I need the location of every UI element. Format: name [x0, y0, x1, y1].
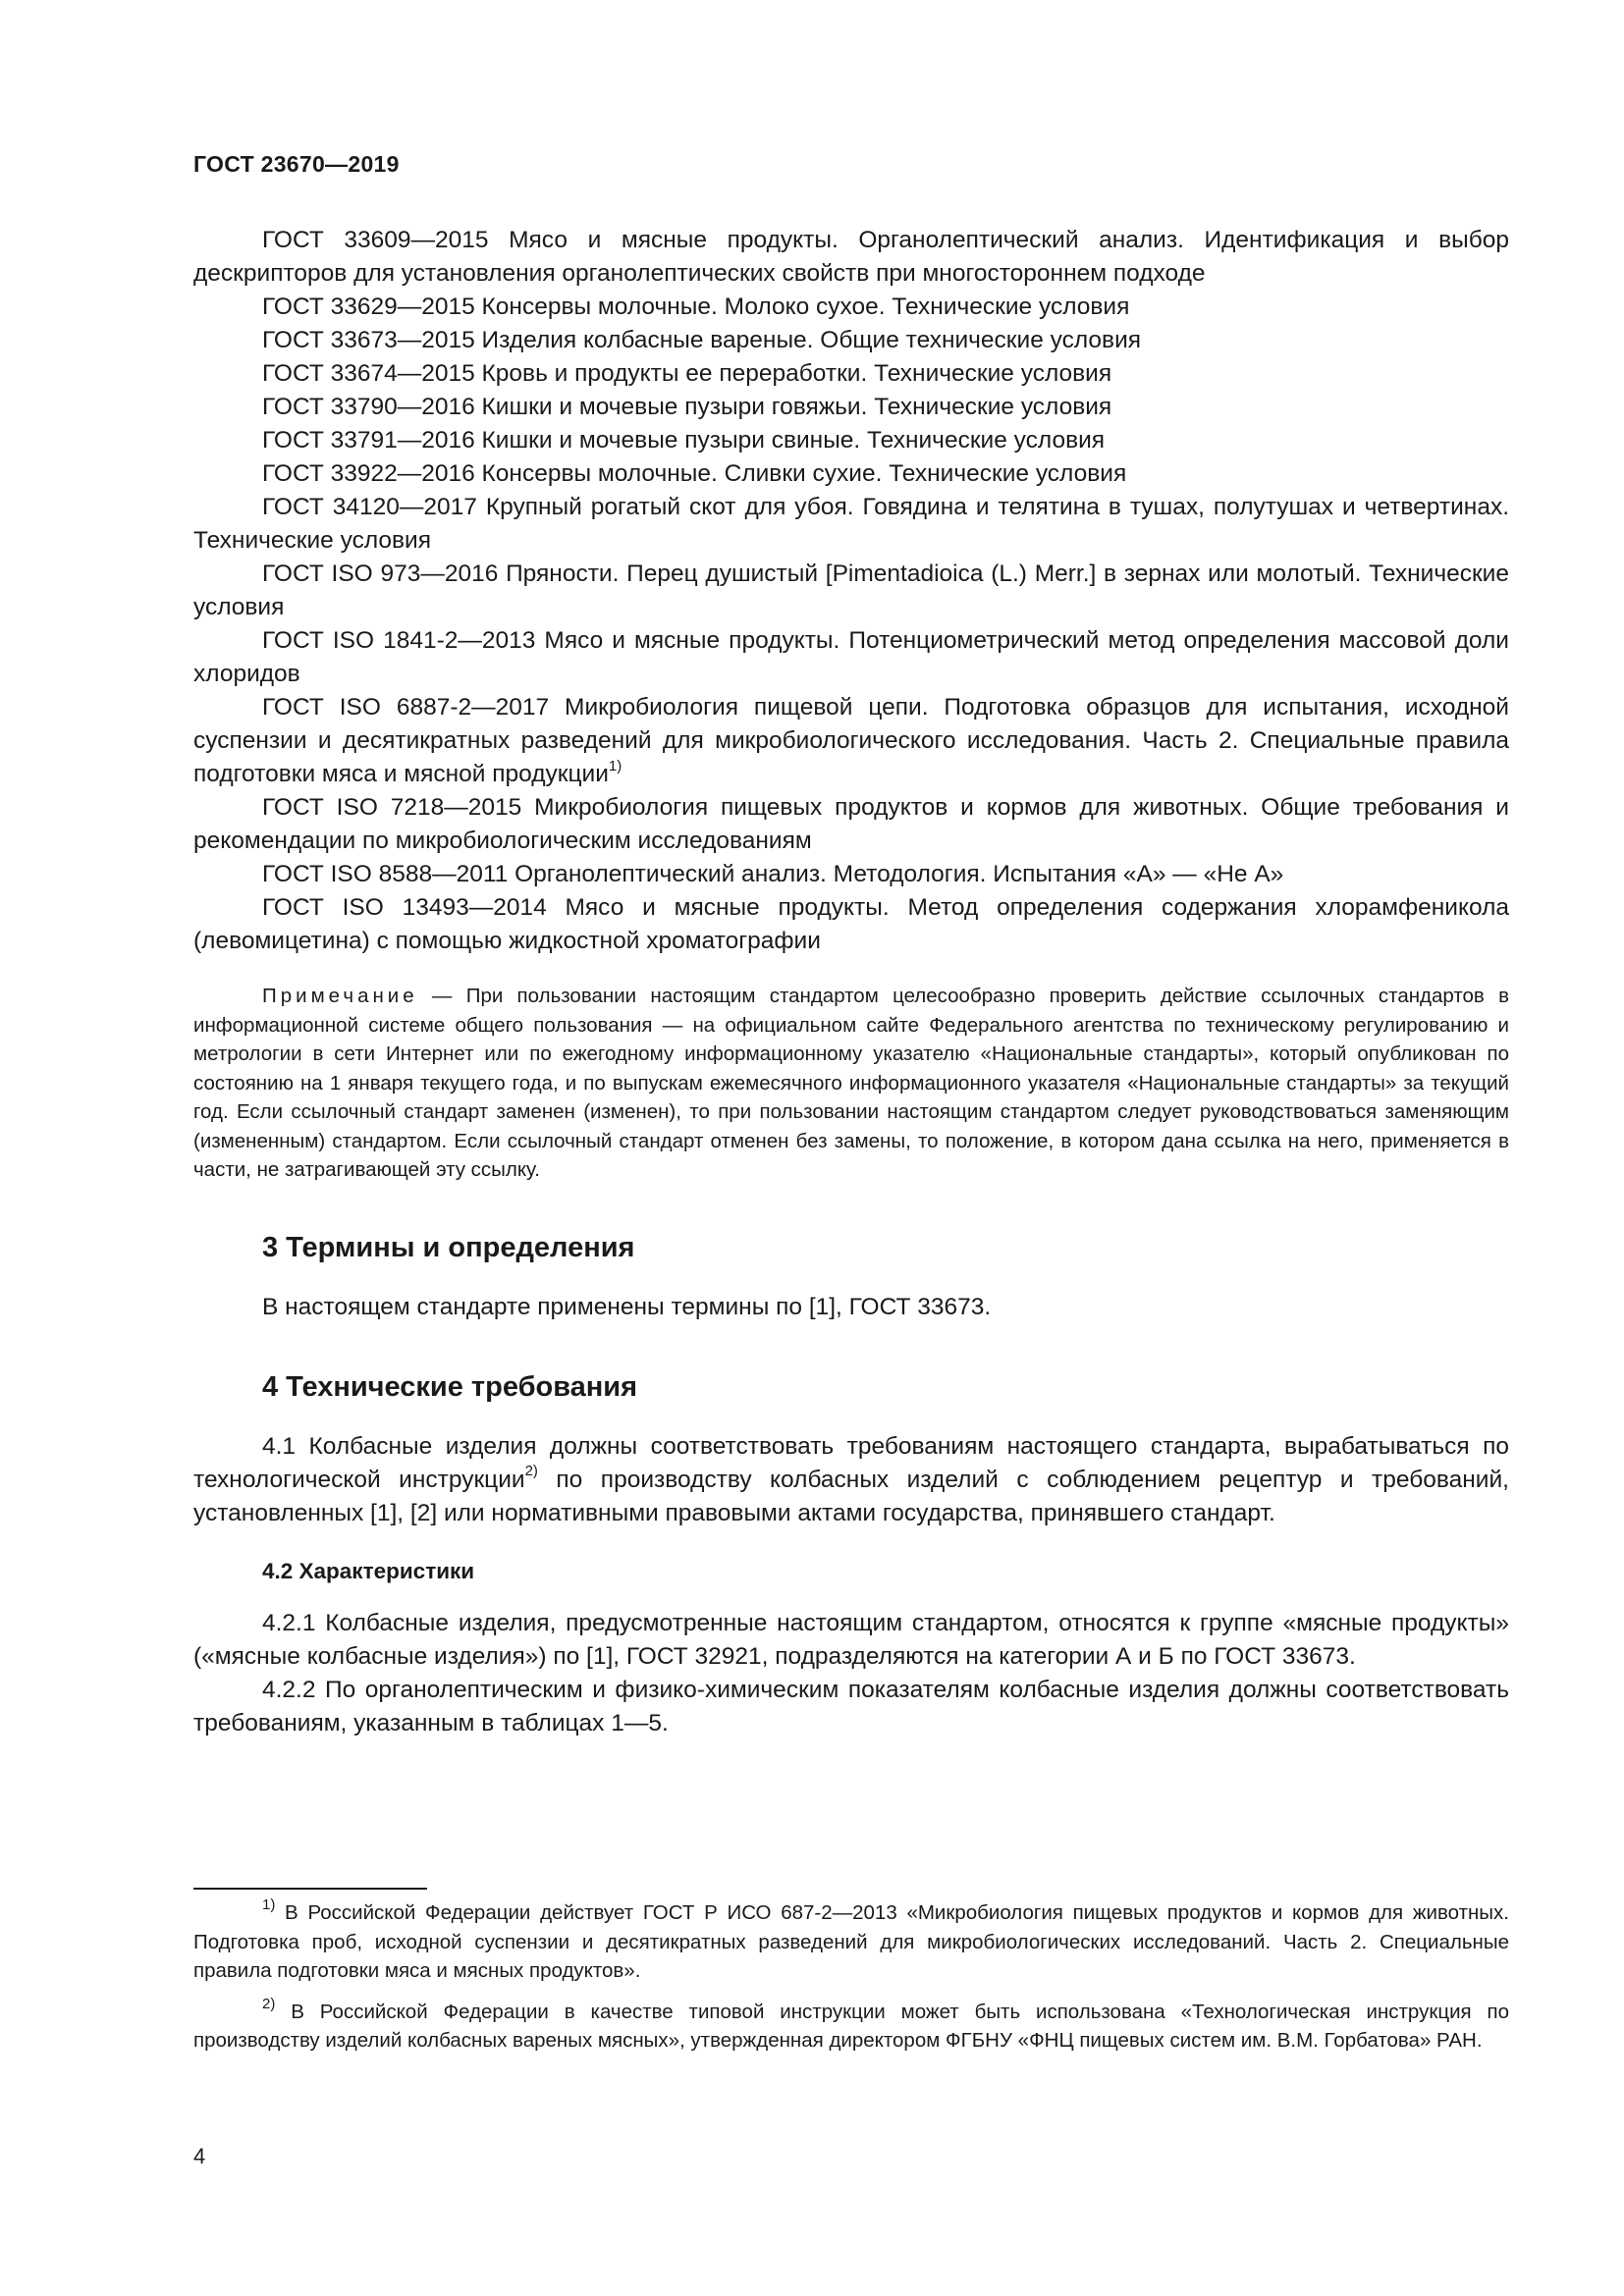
reference-item: ГОСТ 33791—2016 Кишки и мочевые пузыри свиные. Технические условия: [262, 427, 1106, 454]
reference-item: ГОСТ 33922—2016 Консервы молочные. Сливки сухие. Технические условия: [262, 460, 1127, 487]
reference-item: ГОСТ ISO 8588—2011 Органолептический анализ. Методология. Испытания «А» — «Не А»: [262, 861, 1284, 887]
reference-item: ГОСТ ISO 1841-2—2013 Мясо и мясные продукты. Потенциометрический метод определения массовой доли хлоридов: [193, 627, 1509, 687]
reference-item: ГОСТ 33673—2015 Изделия колбасные вареные. Общие технические условия: [262, 327, 1142, 353]
footnote-separator: [193, 1888, 427, 1890]
footnote-item: $^{2)}$ В Российской Федерации в качестве типовой инструкции может быть использована «Технологическая инструкция по производству изделий колбасных вареных мясных», утвержденная директором ФГБНУ «ФНЦ пищевых систем им. В.М. Горбатова» РАН.: [193, 1995, 1509, 2052]
reference-item: ГОСТ ISO 6887-2—2017 Микробиология пищевой цепи. Подготовка образцов для испытания, исходной суспензии и десятикратных разведений для микробиологического исследования. Часть 2. Специальные правила подготовки мяса и мясной продукции$^{1)}$: [193, 694, 1509, 787]
section-3-title: 3 Термины и определения: [262, 1231, 635, 1263]
document-header: ГОСТ 23670—2019: [193, 151, 400, 177]
footnotes: [193, 1898, 1509, 2067]
section-3-text: В настоящем стандарте применены термины по [1], ГОСТ 33673.: [262, 1293, 992, 1320]
note-text: При пользовании настоящим стандартом целесообразно проверить действие ссылочных стандартов в информационной системе общего пользования — на официальном сайте Федерального агентства по техническому регулированию и метрологии в сети Интернет или по ежегодному информационному указателю «Национальные стандарты», который опубликован по состоянию на 1 января текущего года, и по выпускам ежемесячного информационного указателя «Национальные стандарты» за текущий год. Если ссылочный стандарт заменен (изменен), то при пользовании настоящим стандартом следует руководствоваться заменяющим (измененным) стандартом. Если ссылочный стандарт отменен без замены, то положение, в котором дана ссылка на него, применяется в части, не затрагивающей эту ссылку.: [193, 985, 1509, 1181]
reference-item: ГОСТ 33790—2016 Кишки и мочевые пузыри говяжьи. Технические условия: [262, 394, 1112, 420]
footnote-ref-1: 1): [608, 757, 623, 774]
document-body: [193, 224, 1509, 1740]
reference-item: ГОСТ ISO 7218—2015 Микробиология пищевых продуктов и кормов для животных. Общие требования и рекомендации по микробиологическим исследованиям: [193, 794, 1509, 854]
footnote-ref-2: 2): [524, 1463, 538, 1480]
section-4-title: 4 Технические требования: [262, 1370, 638, 1403]
reference-item: ГОСТ 33609—2015 Мясо и мясные продукты. Органолептический анализ. Идентификация и выбор дескрипторов для установления органолептических свойств при многостороннем подходе: [193, 227, 1509, 287]
reference-item: ГОСТ 34120—2017 Крупный рогатый скот для убоя. Говядина и телятина в тушах, полутушах и четвертинах. Технические условия: [193, 494, 1509, 554]
page-number: 4: [193, 2144, 206, 2168]
reference-item: ГОСТ ISO 973—2016 Пряности. Перец душистый [Pimentadioica (L.) Merr.] в зернах или молотый. Технические условия: [193, 561, 1509, 620]
note-paragraph: Примечание — При пользовании настоящим стандартом целесообразно проверить действие ссылочных стандартов в информационной системе общего пользования — на официальном сайте Федерального агентства по техническому регулированию и метрологии в сети Интернет или по ежегодному информационному указателю «Национальные стандарты», который опубликован по состоянию на 1 января текущего года, и по выпускам ежемесячного информационного указателя «Национальные стандарты» за текущий год. Если ссылочный стандарт заменен (изменен), то при пользовании настоящим стандартом следует руководствоваться заменяющим (измененным) стандартом. Если ссылочный стандарт отменен без замены, то положение, в котором дана ссылка на него, применяется в части, не затрагивающей эту ссылку.: [193, 985, 1509, 1181]
paragraph-4-1: 4.1 Колбасные изделия должны соответствовать требованиям настоящего стандарта, вырабатываться по технологической инструкции$^{2)}$ по производству колбасных изделий с соблюдением рецептур и требований, установленных [1], [2] или нормативными правовыми актами государства, принявшего стандарт.: [193, 1432, 1509, 1526]
paragraph-4-2-1: 4.2.1 Колбасные изделия, предусмотренные настоящим стандартом, относятся к группе «мясные продукты» («мясные колбасные изделия») по [1], ГОСТ 32921, подразделяются на категории А и Б по ГОСТ 33673.: [193, 1609, 1509, 1670]
reference-item: ГОСТ 33674—2015 Кровь и продукты ее переработки. Технические условия: [262, 360, 1112, 387]
footnote-item: $^{1)}$ В Российской Федерации действует ГОСТ Р ИСО 687-2—2013 «Микробиология пищевых продуктов и кормов для животных. Подготовка проб, исходной суспензии и десятикратных разведений для микробиологических исследований. Часть 2. Специальные правила подготовки мяса и мясных продуктов».: [193, 1896, 1509, 1982]
paragraph-4-2-2: 4.2.2 По органолептическим и физико-химическим показателям колбасные изделия должны соответствовать требованиям, указанным в таблицах 1—5.: [193, 1676, 1509, 1736]
note-label: Примечание: [262, 985, 418, 1007]
reference-item: ГОСТ 33629—2015 Консервы молочные. Молоко сухое. Технические условия: [262, 294, 1130, 320]
reference-item: ГОСТ ISO 13493—2014 Мясо и мясные продукты. Метод определения содержания хлорамфеникола (левомицетина) с помощью жидкостной хроматографии: [193, 894, 1509, 954]
subsection-4-2-title: 4.2 Характеристики: [262, 1558, 475, 1583]
references-list: [193, 224, 1509, 958]
